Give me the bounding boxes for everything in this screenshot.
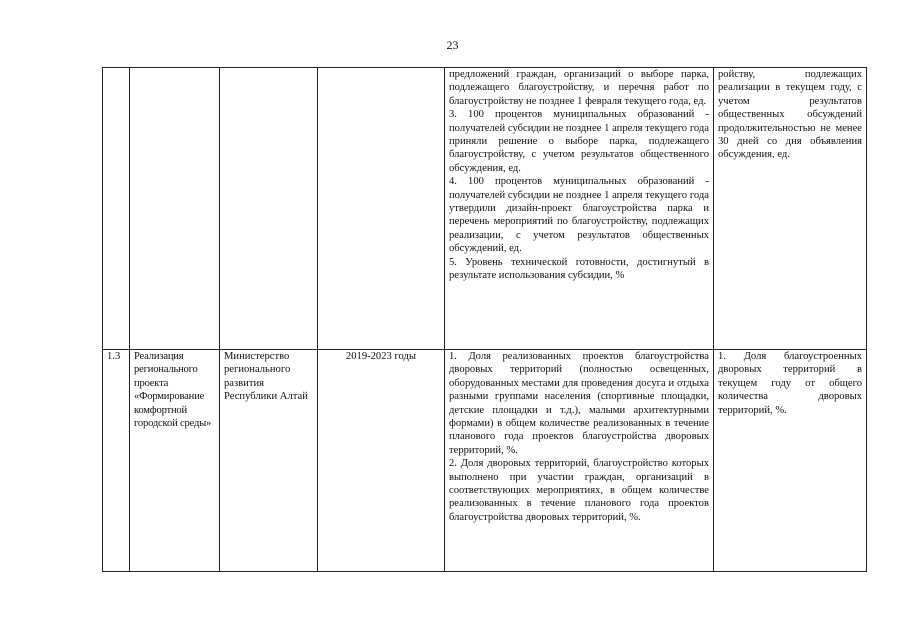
- indicator-text: 2. Доля дворовых территорий, благоустройство которых выполнено при участии граждан, организаций в соответствующих мероприятиях, в общем количестве реализованных в течение планового года проектов благоустройства дворовых территорий, %.: [449, 458, 709, 523]
- result-cell: [714, 68, 867, 350]
- name-cell: [130, 68, 220, 350]
- table-row: [103, 68, 867, 350]
- indicators-cell: [445, 68, 714, 350]
- indicator-text: 4. 100 процентов муниципальных образований - получателей субсидии не позднее 1 апреля текущего года утвердили дизайн-проект благоустройства парка и перечень мероприятий по благоустройству, подлежащих реализации, с учетом результатов общественных обсуждений, ед.: [449, 176, 709, 255]
- result-cell: [714, 350, 867, 572]
- indicator-text: 1. Доля реализованных проектов благоустройства дворовых территорий (полностью освещенных, оборудованных местами для проведения досуга и отдыха разными группами населения (спортивные площадки, детские площадки и т.д.), малыми архитектурными формами) в общем количестве реализованных в течение планового года проектов благоустройства дворовых территорий, %.: [449, 351, 709, 456]
- indicators-cell: [445, 350, 714, 572]
- table-row: [103, 350, 867, 572]
- indicator-text: предложений граждан, организаций о выборе парка, подлежащего благоустройству, и перечня работ по благоустройству не позднее 1 февраля текущего года, ед.: [449, 69, 709, 107]
- number-cell: [103, 68, 130, 350]
- period-cell: [318, 68, 445, 350]
- program-table: [102, 67, 867, 572]
- result-text: ройству, подлежащих реализации в текущем году, с учетом результатов общественных обсуждений продолжительностью не менее 30 дней со дня объявления обсуждения, ед.: [718, 69, 862, 161]
- period-cell: 2019-2023 годы: [318, 350, 445, 572]
- number-cell: 1.3: [103, 350, 130, 572]
- result-text: 1. Доля благоустроенных дворовых территорий в текущем году от общего количества дворовых территорий, %.: [718, 351, 862, 416]
- indicator-text: 3. 100 процентов муниципальных образований - получателей субсидии не позднее 1 апреля текущего года приняли решение о выборе парка, подлежащего благоустройству, с учетом результатов общественного обсуждения, ед.: [449, 109, 709, 174]
- executor-cell: Министерство регионального развития Республики Алтай: [220, 350, 318, 572]
- indicator-text: 5. Уровень технической готовности, достигнутый в результате использования субсидии, %: [449, 256, 709, 282]
- name-cell: Реализация регионального проекта «Формирование комфортной городской среды»: [130, 350, 220, 572]
- page-number: 23: [446, 38, 459, 52]
- executor-cell: [220, 68, 318, 350]
